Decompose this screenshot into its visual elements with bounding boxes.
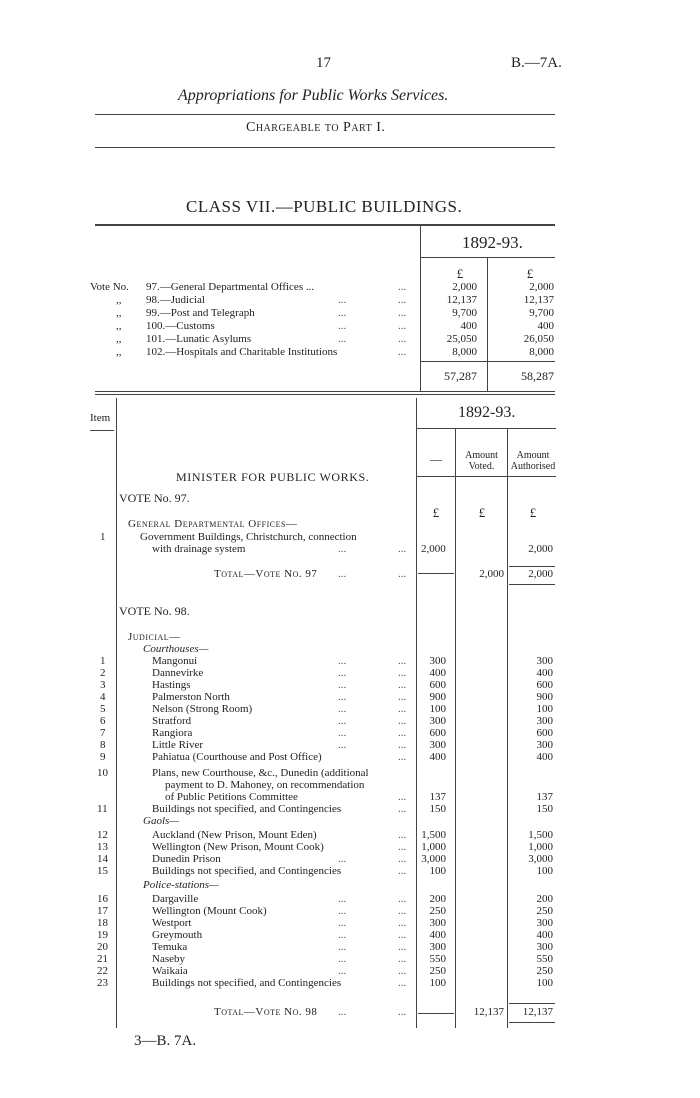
item-amount: 100 — [429, 977, 446, 989]
item-leader: ... — [398, 905, 407, 917]
vote-97-item-label-1: Government Buildings, Christchurch, connection — [140, 531, 357, 543]
item-amount: 300 — [429, 917, 446, 929]
item-label: Mangonui — [152, 655, 198, 667]
col-header-authorised — [508, 450, 558, 472]
vote-98-auth-rule — [509, 1003, 555, 1004]
item-label: Rangiora — [152, 727, 193, 739]
item-column-header: Item — [90, 412, 111, 424]
summary-row-leader: ... — [398, 320, 407, 332]
item-label: Buildings not specified, and Contingencies — [152, 803, 342, 815]
vote-97-total-authorised: 2,000 — [528, 568, 553, 580]
item-label: Little River — [152, 739, 204, 751]
item-number: 16 — [97, 893, 108, 905]
vote-98-total-leader-a: ... — [338, 1006, 347, 1018]
item-authorised: 400 — [536, 667, 553, 679]
item-authorised: 150 — [536, 803, 553, 815]
item-leader: ... — [398, 655, 407, 667]
item-amount: 600 — [429, 727, 446, 739]
vote-97-auth-rule — [509, 566, 555, 567]
item-leader: ... — [398, 917, 407, 929]
item-leader: ... — [398, 691, 407, 703]
summary-bottom-rule — [95, 391, 555, 392]
item-label: Nelson (Strong Room) — [152, 703, 253, 715]
item-leader: ... — [398, 929, 407, 941]
vote-98-category: Judicial— — [128, 631, 181, 643]
item-authorised: 300 — [536, 739, 553, 751]
item-number: 12 — [97, 829, 108, 841]
summary-row-amount-a: 25,050 — [446, 333, 477, 345]
item-leader: ... — [398, 715, 407, 727]
item-amount: 200 — [429, 893, 446, 905]
item-amount: 400 — [429, 667, 446, 679]
item-number: 1 — [100, 655, 106, 667]
item-label: Auckland (New Prison, Mount Eden) — [152, 829, 317, 841]
summary-bottom-rule-2 — [95, 394, 555, 395]
item-number: 18 — [97, 917, 108, 929]
col-header-voted — [457, 450, 506, 472]
summary-currency-a: £ — [456, 266, 464, 281]
item-leader: ... — [398, 841, 407, 853]
summary-row-amount-a: 8,000 — [452, 346, 477, 358]
item-number: 5 — [100, 703, 106, 715]
amount-column-divider — [455, 428, 456, 1028]
vote-97-total-label: Total—Vote No. 97 — [214, 568, 318, 580]
vote-97-item-number: 1 — [100, 531, 106, 543]
vote-97-currency-voted: £ — [478, 505, 486, 520]
summary-row-label: 99.—Post and Telegraph — [146, 307, 255, 319]
item-leader: ... — [398, 751, 407, 763]
item-amount: 600 — [429, 679, 446, 691]
item-number: 2 — [100, 667, 106, 679]
item-leader: ... — [338, 853, 347, 865]
item-leader: ... — [338, 727, 347, 739]
summary-row-leader: ... — [338, 307, 347, 319]
summary-row-prefix: ,, — [116, 307, 122, 319]
item-leader: ... — [398, 679, 407, 691]
vote-98-auth-rule-bottom — [509, 1022, 555, 1023]
summary-row-leader: ... — [398, 294, 407, 306]
footer-signature: 3—B. 7A. — [134, 1033, 197, 1049]
item-10-authorised: 137 — [536, 791, 553, 803]
item-number: 13 — [97, 841, 108, 853]
item-leader: ... — [338, 703, 347, 715]
item-amount: 400 — [429, 751, 446, 763]
item-number: 3 — [100, 679, 106, 691]
header-rule — [95, 114, 555, 115]
summary-row-leader: ... — [398, 333, 407, 345]
item-authorised: 400 — [536, 751, 553, 763]
vote-97-currency-amount: £ — [432, 505, 440, 520]
item-authorised: 100 — [536, 865, 553, 877]
vote-97-item-amount: 2,000 — [421, 543, 446, 555]
item-leader: ... — [398, 953, 407, 965]
document-reference: B.—7A. — [511, 55, 562, 71]
item-leader: ... — [338, 739, 347, 751]
item-amount: 900 — [429, 691, 446, 703]
item-authorised: 250 — [536, 905, 553, 917]
item-leader: ... — [398, 703, 407, 715]
vote-97-item-label-2: with drainage system — [152, 543, 246, 555]
item-leader: ... — [398, 829, 407, 841]
detail-year: 1892-93. — [458, 404, 516, 421]
page-number: 17 — [316, 55, 331, 71]
item-amount: 300 — [429, 941, 446, 953]
item-number: 17 — [97, 905, 108, 917]
summary-row-prefix: ,, — [116, 333, 122, 345]
item-number: 19 — [97, 929, 108, 941]
summary-top-rule — [95, 224, 555, 226]
summary-row-amount-b: 9,700 — [529, 307, 554, 319]
subheading-gaols: Gaols— — [143, 815, 180, 827]
vote-97-total-leader-a: ... — [338, 568, 347, 580]
item-number: 20 — [97, 941, 108, 953]
summary-row-leader: ... — [398, 281, 407, 293]
item-leader: ... — [398, 941, 407, 953]
vote-97-total-voted: 2,000 — [479, 568, 504, 580]
summary-row-prefix: ,, — [116, 346, 122, 358]
summary-row-prefix: ,, — [116, 320, 122, 332]
description-column-divider — [416, 398, 417, 1028]
item-label: Naseby — [152, 953, 185, 965]
item-leader: ... — [338, 679, 347, 691]
item-10-label-1: Plans, new Courthouse, &c., Dunedin (additional — [152, 767, 369, 779]
summary-row-amount-a: 400 — [460, 320, 477, 332]
item-authorised: 100 — [536, 703, 553, 715]
class-title: CLASS VII.—PUBLIC BUILDINGS. — [186, 197, 463, 216]
vote-97-auth-rule-bottom — [509, 584, 555, 585]
item-amount: 1,000 — [421, 841, 446, 853]
vote-98-total-leader-b: ... — [398, 1006, 407, 1018]
vote-97-leader-a: ... — [338, 543, 347, 555]
item-label: Buildings not specified, and Contingencies — [152, 977, 342, 989]
item-number: 14 — [97, 853, 108, 865]
subheading-courthouses: Courthouses— — [143, 643, 209, 655]
item-number: 23 — [97, 977, 108, 989]
item-number: 9 — [100, 751, 106, 763]
col-header-rule — [416, 476, 556, 477]
col-header-authorised-text: Amount Authorised — [510, 450, 556, 472]
summary-total-rule — [420, 361, 555, 362]
page-title: Appropriations for Public Works Services. — [178, 87, 449, 104]
item-10-label-3: of Public Petitions Committee — [165, 791, 298, 803]
item-leader: ... — [338, 929, 347, 941]
item-label: Stratford — [152, 715, 192, 727]
summary-row-prefix: Vote No. — [90, 281, 129, 293]
summary-row-leader: ... — [338, 333, 347, 345]
item-amount: 3,000 — [421, 853, 446, 865]
item-leader: ... — [398, 803, 407, 815]
summary-total-a: 57,287 — [444, 369, 477, 383]
vote-97-heading: VOTE No. 97. — [119, 491, 190, 505]
item-10-leader: ... — [398, 791, 407, 803]
vote-97-amount-rule — [418, 573, 454, 574]
summary-row-amount-b: 2,000 — [529, 281, 554, 293]
summary-row-amount-b: 26,050 — [523, 333, 554, 345]
item-number: 6 — [100, 715, 106, 727]
item-label: Greymouth — [152, 929, 203, 941]
item-amount: 100 — [429, 703, 446, 715]
vote-97-total-leader-b: ... — [398, 568, 407, 580]
summary-row-leader: ... — [338, 294, 347, 306]
summary-row-label: 102.—Hospitals and Charitable Institutions — [146, 346, 338, 358]
vote-98-total-voted: 12,137 — [473, 1006, 504, 1018]
summary-total-b: 58,287 — [521, 369, 554, 383]
item-authorised: 300 — [536, 941, 553, 953]
item-amount: 250 — [429, 965, 446, 977]
item-leader: ... — [338, 941, 347, 953]
item-label: Waikaia — [152, 965, 188, 977]
item-leader: ... — [398, 853, 407, 865]
subtitle-rule — [95, 147, 555, 148]
vote-98-amount-rule — [418, 1013, 454, 1014]
col-header-voted-text: Amount Voted. — [465, 450, 498, 472]
item-label: Dunedin Prison — [152, 853, 221, 865]
item-leader: ... — [338, 953, 347, 965]
item-label: Dargaville — [152, 893, 199, 905]
item-authorised: 300 — [536, 655, 553, 667]
summary-row-amount-a: 9,700 — [452, 307, 477, 319]
item-number: 4 — [100, 691, 106, 703]
item-label: Buildings not specified, and Contingencies — [152, 865, 342, 877]
vote-97-leader-b: ... — [398, 543, 407, 555]
summary-row-label: 97.—General Departmental Offices ... — [146, 281, 315, 293]
summary-col-divider — [487, 257, 488, 391]
item-header-rule — [90, 430, 114, 431]
item-leader: ... — [338, 715, 347, 727]
item-amount: 550 — [429, 953, 446, 965]
item-10-amount: 137 — [429, 791, 446, 803]
item-leader: ... — [398, 667, 407, 679]
summary-row-leader: ... — [398, 307, 407, 319]
subheading-police: Police-stations— — [143, 879, 219, 891]
item-authorised: 1,500 — [528, 829, 553, 841]
item-leader: ... — [398, 977, 407, 989]
vote-97-item-authorised: 2,000 — [528, 543, 553, 555]
item-label: Hastings — [152, 679, 191, 691]
vote-97-currency-auth: £ — [529, 505, 537, 520]
item-amount: 250 — [429, 905, 446, 917]
item-authorised: 1,000 — [528, 841, 553, 853]
item-amount: 300 — [429, 655, 446, 667]
summary-year: 1892-93. — [462, 233, 523, 252]
item-leader: ... — [338, 965, 347, 977]
item-authorised: 3,000 — [528, 853, 553, 865]
item-authorised: 400 — [536, 929, 553, 941]
summary-row-label: 98.—Judicial — [146, 294, 205, 306]
item-leader: ... — [338, 893, 347, 905]
summary-row-label: 100.—Customs — [146, 320, 215, 332]
item-authorised: 300 — [536, 917, 553, 929]
summary-currency-b: £ — [526, 266, 534, 281]
item-label: Westport — [152, 917, 192, 929]
summary-row-prefix: ,, — [116, 294, 122, 306]
item-number: 15 — [97, 865, 108, 877]
item-10-label-2: payment to D. Mahoney, on recommendation — [165, 779, 365, 791]
item-authorised: 600 — [536, 727, 553, 739]
item-authorised: 250 — [536, 965, 553, 977]
item-authorised: 100 — [536, 977, 553, 989]
item-amount: 100 — [429, 865, 446, 877]
item-leader: ... — [398, 893, 407, 905]
item-number: 7 — [100, 727, 106, 739]
item-column-divider — [116, 398, 117, 1028]
item-label: Palmerston North — [152, 691, 230, 703]
minister-heading: MINISTER FOR PUBLIC WORKS. — [176, 470, 370, 484]
item-leader: ... — [338, 667, 347, 679]
item-leader: ... — [338, 691, 347, 703]
item-10-number: 10 — [97, 767, 108, 779]
summary-row-leader: ... — [398, 346, 407, 358]
vote-97-category: General Departmental Offices— — [128, 518, 298, 530]
item-label: Temuka — [152, 941, 188, 953]
item-label: Wellington (New Prison, Mount Cook) — [152, 841, 324, 853]
item-authorised: 300 — [536, 715, 553, 727]
item-label: Pahiatua (Courthouse and Post Office) — [152, 751, 322, 763]
item-amount: 300 — [429, 715, 446, 727]
item-leader: ... — [338, 655, 347, 667]
item-authorised: 600 — [536, 679, 553, 691]
item-leader: ... — [398, 727, 407, 739]
item-amount: 150 — [429, 803, 446, 815]
detail-year-rule — [416, 428, 556, 429]
summary-row-leader: ... — [338, 320, 347, 332]
summary-row-amount-b: 12,137 — [523, 294, 554, 306]
item-number: 22 — [97, 965, 108, 977]
item-number: 11 — [97, 803, 108, 815]
item-authorised: 900 — [536, 691, 553, 703]
item-label: Wellington (Mount Cook) — [152, 905, 267, 917]
summary-row-amount-b: 8,000 — [529, 346, 554, 358]
item-leader: ... — [398, 865, 407, 877]
item-leader: ... — [398, 965, 407, 977]
item-authorised: 550 — [536, 953, 553, 965]
vote-98-total-authorised: 12,137 — [522, 1006, 553, 1018]
item-number: 21 — [97, 953, 108, 965]
vote-98-heading: VOTE No. 98. — [119, 604, 190, 618]
summary-row-amount-a: 12,137 — [446, 294, 477, 306]
item-authorised: 200 — [536, 893, 553, 905]
page-subtitle: Chargeable to Part I. — [246, 120, 386, 135]
item-amount: 1,500 — [421, 829, 446, 841]
item-number: 8 — [100, 739, 106, 751]
item-label: Dannevirke — [152, 667, 204, 679]
summary-row-amount-b: 400 — [537, 320, 554, 332]
item-leader: ... — [338, 917, 347, 929]
col-header-dash: — — [430, 452, 442, 466]
item-leader: ... — [338, 905, 347, 917]
item-leader: ... — [398, 739, 407, 751]
item-amount: 400 — [429, 929, 446, 941]
summary-row-amount-a: 2,000 — [452, 281, 477, 293]
item-amount: 300 — [429, 739, 446, 751]
vote-98-total-label: Total—Vote No. 98 — [214, 1006, 318, 1018]
summary-row-label: 101.—Lunatic Asylums — [146, 333, 252, 345]
